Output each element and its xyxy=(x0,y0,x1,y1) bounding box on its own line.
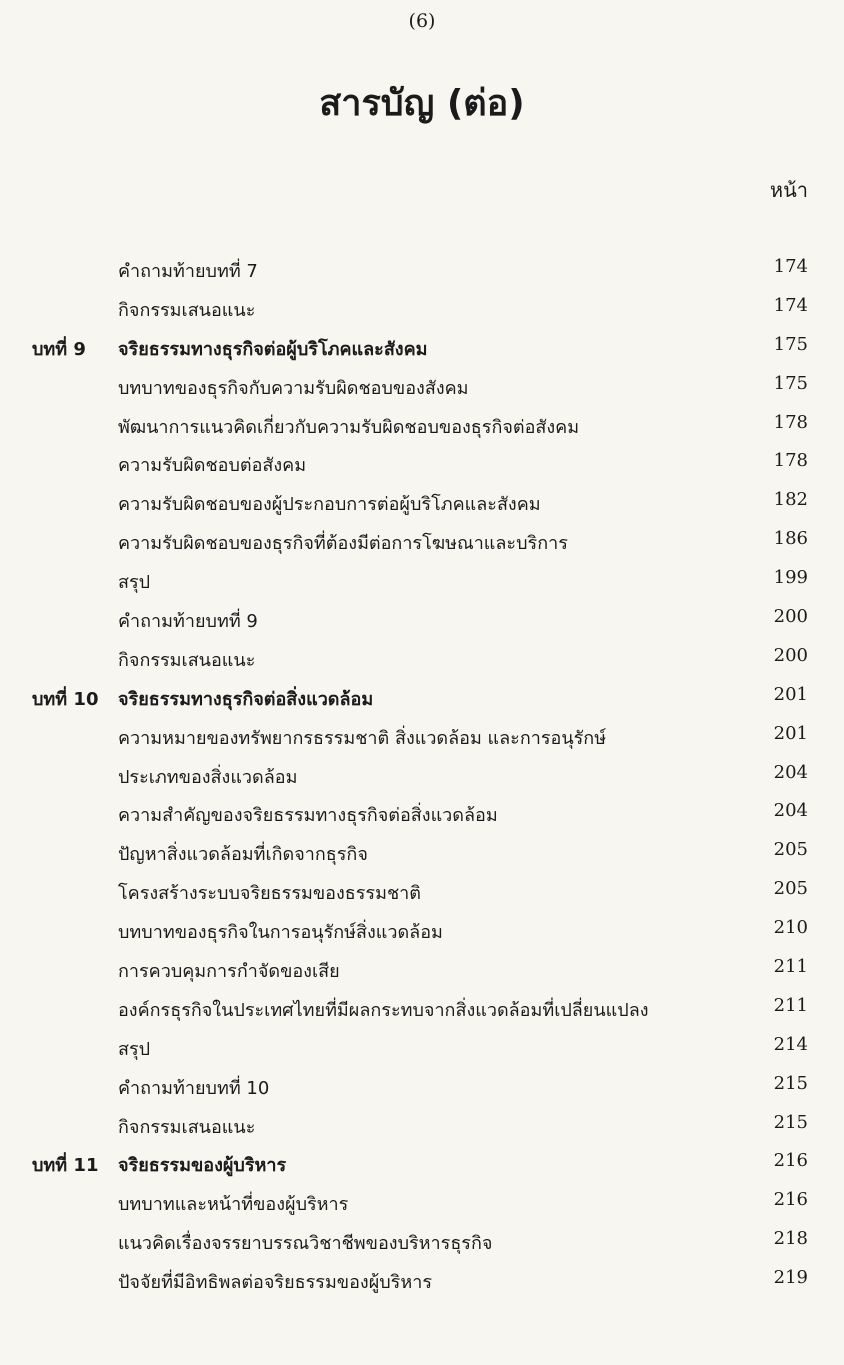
entry-title: ประเภทของสิ่งแวดล้อม xyxy=(118,766,298,788)
toc-entry-row xyxy=(0,756,844,795)
entry-title: ปัญหาสิ่งแวดล้อมที่เกิดจากธุรกิจ xyxy=(118,844,368,866)
entry-page-number: 215 xyxy=(773,1072,808,1094)
page-number: (6) xyxy=(408,10,436,32)
entry-page-number: 219 xyxy=(773,1267,808,1289)
entry-page-number: 210 xyxy=(773,917,808,939)
toc-entry-row xyxy=(0,872,844,911)
entry-title: คำถามท้ายบทที่ 9 xyxy=(118,611,258,633)
entry-page-number: 204 xyxy=(773,800,808,822)
toc-entry-row xyxy=(0,1067,844,1106)
toc-entry-row xyxy=(0,250,844,289)
entry-page-number: 216 xyxy=(773,1189,808,1211)
entry-title: กิจกรรมเสนอแนะ xyxy=(118,649,256,671)
entry-page-number: 205 xyxy=(773,878,808,900)
toc-entry-row xyxy=(0,1028,844,1067)
entry-page-number: 216 xyxy=(773,1150,808,1172)
entry-page-number: 174 xyxy=(773,294,808,316)
entry-page-number: 215 xyxy=(773,1111,808,1133)
entry-page-number: 178 xyxy=(773,411,808,433)
toc-entry-row xyxy=(0,1183,844,1222)
entry-page-number: 218 xyxy=(773,1228,808,1250)
entry-page-number: 186 xyxy=(773,528,808,550)
toc-entry-row xyxy=(0,289,844,328)
entry-title: ความรับผิดชอบของธุรกิจที่ต้องมีต่อการโฆษณาและบริการ xyxy=(118,533,568,555)
toc-entry-row xyxy=(0,600,844,639)
entry-page-number: 182 xyxy=(773,489,808,511)
toc-entry-row xyxy=(0,1106,844,1145)
entry-page-number: 214 xyxy=(773,1033,808,1055)
chapter-label: บทที่ 11 xyxy=(32,1155,99,1177)
entry-title: ปัจจัยที่มีอิทธิพลต่อจริยธรรมของผู้บริหาร xyxy=(118,1272,432,1294)
entry-page-number: 204 xyxy=(773,761,808,783)
toc-entry-row xyxy=(0,794,844,833)
toc-entry-row xyxy=(0,561,844,600)
entry-title: บทบาทและหน้าที่ของผู้บริหาร xyxy=(118,1194,349,1216)
entry-title: การควบคุมการกำจัดของเสีย xyxy=(118,961,340,983)
entry-title: ความรับผิดชอบต่อสังคม xyxy=(118,455,307,477)
toc-entry-row xyxy=(0,833,844,872)
toc-entry-row xyxy=(0,911,844,950)
entry-title: โครงสร้างระบบจริยธรรมของธรรมชาติ xyxy=(118,883,421,905)
entry-title: ความสำคัญของจริยธรรมทางธุรกิจต่อสิ่งแวดล้อม xyxy=(118,805,498,827)
table-of-contents xyxy=(0,250,844,1300)
chapter-title: จริยธรรมของผู้บริหาร xyxy=(118,1155,287,1177)
chapter-label: บทที่ 9 xyxy=(32,338,86,360)
toc-entry-row xyxy=(0,406,844,445)
chapter-title: จริยธรรมทางธุรกิจต่อผู้บริโภคและสังคม xyxy=(118,338,428,360)
toc-entry-row xyxy=(0,950,844,989)
chapter-label: บทที่ 10 xyxy=(32,688,99,710)
entry-title: แนวคิดเรื่องจรรยาบรรณวิชาชีพของบริหารธุรกิจ xyxy=(118,1233,493,1255)
toc-entry-row xyxy=(0,522,844,561)
entry-title: องค์กรธุรกิจในประเทศไทยที่มีผลกระทบจากสิ่งแวดล้อมที่เปลี่ยนแปลง xyxy=(118,999,649,1021)
entry-title: บทบาทของธุรกิจในการอนุรักษ์สิ่งแวดล้อม xyxy=(118,922,443,944)
entry-title: กิจกรรมเสนอแนะ xyxy=(118,1116,256,1138)
entry-page-number: 211 xyxy=(773,956,808,978)
entry-title: พัฒนาการแนวคิดเกี่ยวกับความรับผิดชอบของธุรกิจต่อสังคม xyxy=(118,416,580,438)
entry-page-number: 174 xyxy=(773,256,808,277)
entry-title: ความหมายของทรัพยากรธรรมชาติ สิ่งแวดล้อม และการอนุรักษ์ xyxy=(118,727,607,749)
toc-entry-row xyxy=(0,1261,844,1300)
page-column-header: หน้า xyxy=(769,178,808,202)
entry-title: บทบาทของธุรกิจกับความรับผิดชอบของสังคม xyxy=(118,377,469,399)
entry-title: คำถามท้ายบทที่ 10 xyxy=(118,1077,270,1099)
toc-entry-row xyxy=(0,1222,844,1261)
entry-title: สรุป xyxy=(118,1038,151,1060)
toc-chapter-row xyxy=(0,1144,844,1183)
toc-entry-row xyxy=(0,367,844,406)
toc-entry-row xyxy=(0,639,844,678)
entry-page-number: 205 xyxy=(773,839,808,861)
toc-entry-row xyxy=(0,717,844,756)
entry-page-number: 175 xyxy=(773,372,808,394)
toc-chapter-row xyxy=(0,328,844,367)
entry-page-number: 201 xyxy=(773,683,808,705)
entry-title: คำถามท้ายบทที่ 7 xyxy=(118,261,258,282)
entry-title: กิจกรรมเสนอแนะ xyxy=(118,299,256,321)
page-title: สารบัญ (ต่อ) xyxy=(319,83,525,124)
toc-entry-row xyxy=(0,444,844,483)
entry-page-number: 201 xyxy=(773,722,808,744)
entry-page-number: 200 xyxy=(773,644,808,666)
chapter-title: จริยธรรมทางธุรกิจต่อสิ่งแวดล้อม xyxy=(118,688,374,710)
entry-page-number: 175 xyxy=(773,333,808,355)
entry-page-number: 199 xyxy=(773,567,808,589)
toc-entry-row xyxy=(0,483,844,522)
entry-page-number: 178 xyxy=(773,450,808,472)
toc-entry-row xyxy=(0,989,844,1028)
entry-title: ความรับผิดชอบของผู้ประกอบการต่อผู้บริโภคและสังคม xyxy=(118,494,541,516)
entry-page-number: 200 xyxy=(773,606,808,628)
entry-title: สรุป xyxy=(118,572,151,594)
entry-page-number: 211 xyxy=(773,994,808,1016)
toc-chapter-row xyxy=(0,678,844,717)
